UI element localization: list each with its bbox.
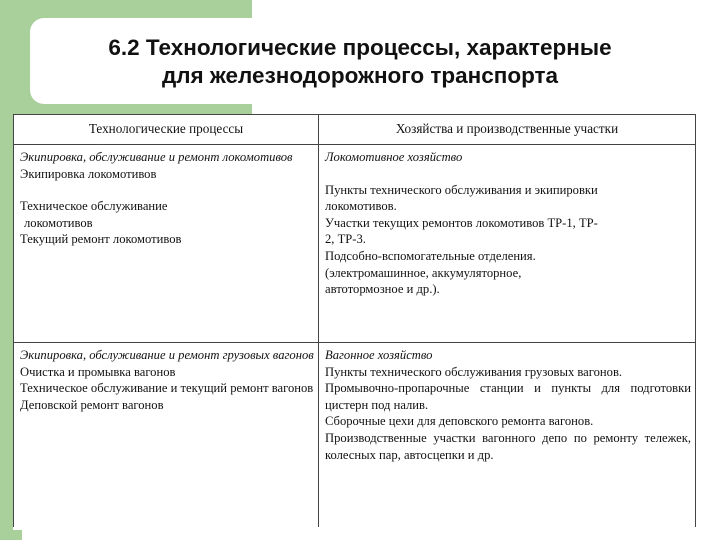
cell-locomotive-processes [14, 145, 319, 343]
slide-title-line-2: для железнодорожного транспорта [161, 63, 559, 88]
cell-line: Пункты технического обслуживания грузовых вагонов. [325, 364, 623, 379]
cell-wagon-facilities [319, 343, 696, 528]
cell-line: Производственные участки вагонного депо по ремонту тележек, колесных пар, автосцепки и др. [325, 430, 691, 462]
cell-line: 2, ТР-3. [325, 232, 366, 247]
header-facilities: Хозяйства и производственные участки [319, 115, 696, 145]
cell-line: Очистка и промывка вагонов [20, 364, 176, 379]
cell-heading: Экипировка, обслуживание и ремонт грузовых вагонов [20, 348, 314, 362]
cell-line: (электромашинное, аккумуляторное, [325, 265, 522, 280]
cell-line: локомотивов [24, 215, 93, 230]
cell-locomotive-facilities [319, 145, 696, 343]
cell-line: Участки текущих ремонтов локомотивов ТР-1, ТР- [325, 215, 598, 230]
cell-heading: Вагонное хозяйство [325, 348, 433, 362]
cell-line: Деповской ремонт вагонов [20, 397, 164, 412]
cell-line: Текущий ремонт локомотивов [20, 232, 182, 247]
processes-table [13, 114, 696, 527]
cell-line: локомотивов. [325, 199, 397, 214]
processes-table-container [13, 114, 695, 530]
cell-line: Техническое обслуживание [20, 199, 168, 214]
cell-heading: Экипировка, обслуживание и ремонт локомотивов [20, 150, 293, 164]
cell-wagon-processes [14, 343, 319, 528]
table-header-row [14, 115, 696, 145]
cell-line: Сборочные цехи для деповского ремонта вагонов. [325, 414, 594, 429]
cell-heading: Локомотивное хозяйство [325, 150, 463, 164]
slide-title [40, 34, 680, 90]
table-row [14, 343, 696, 528]
cell-line: автотормозное и др.). [325, 282, 440, 297]
cell-line: Техническое обслуживание и текущий ремонт вагонов [20, 381, 314, 396]
cell-line: Экипировка локомотивов [20, 166, 157, 181]
cell-line: Пункты технического обслуживания и экипировки [325, 182, 598, 197]
cell-line: Подсобно-вспомогательные отделения. [325, 248, 536, 263]
slide-title-line-1: 6.2 Технологические процессы, характерные [108, 35, 612, 60]
header-processes: Технологические процессы [14, 115, 319, 145]
cell-line: Промывочно-пропарочные станции и пункты для подготовки цистерн под налив. [325, 381, 691, 412]
table-row [14, 145, 696, 343]
